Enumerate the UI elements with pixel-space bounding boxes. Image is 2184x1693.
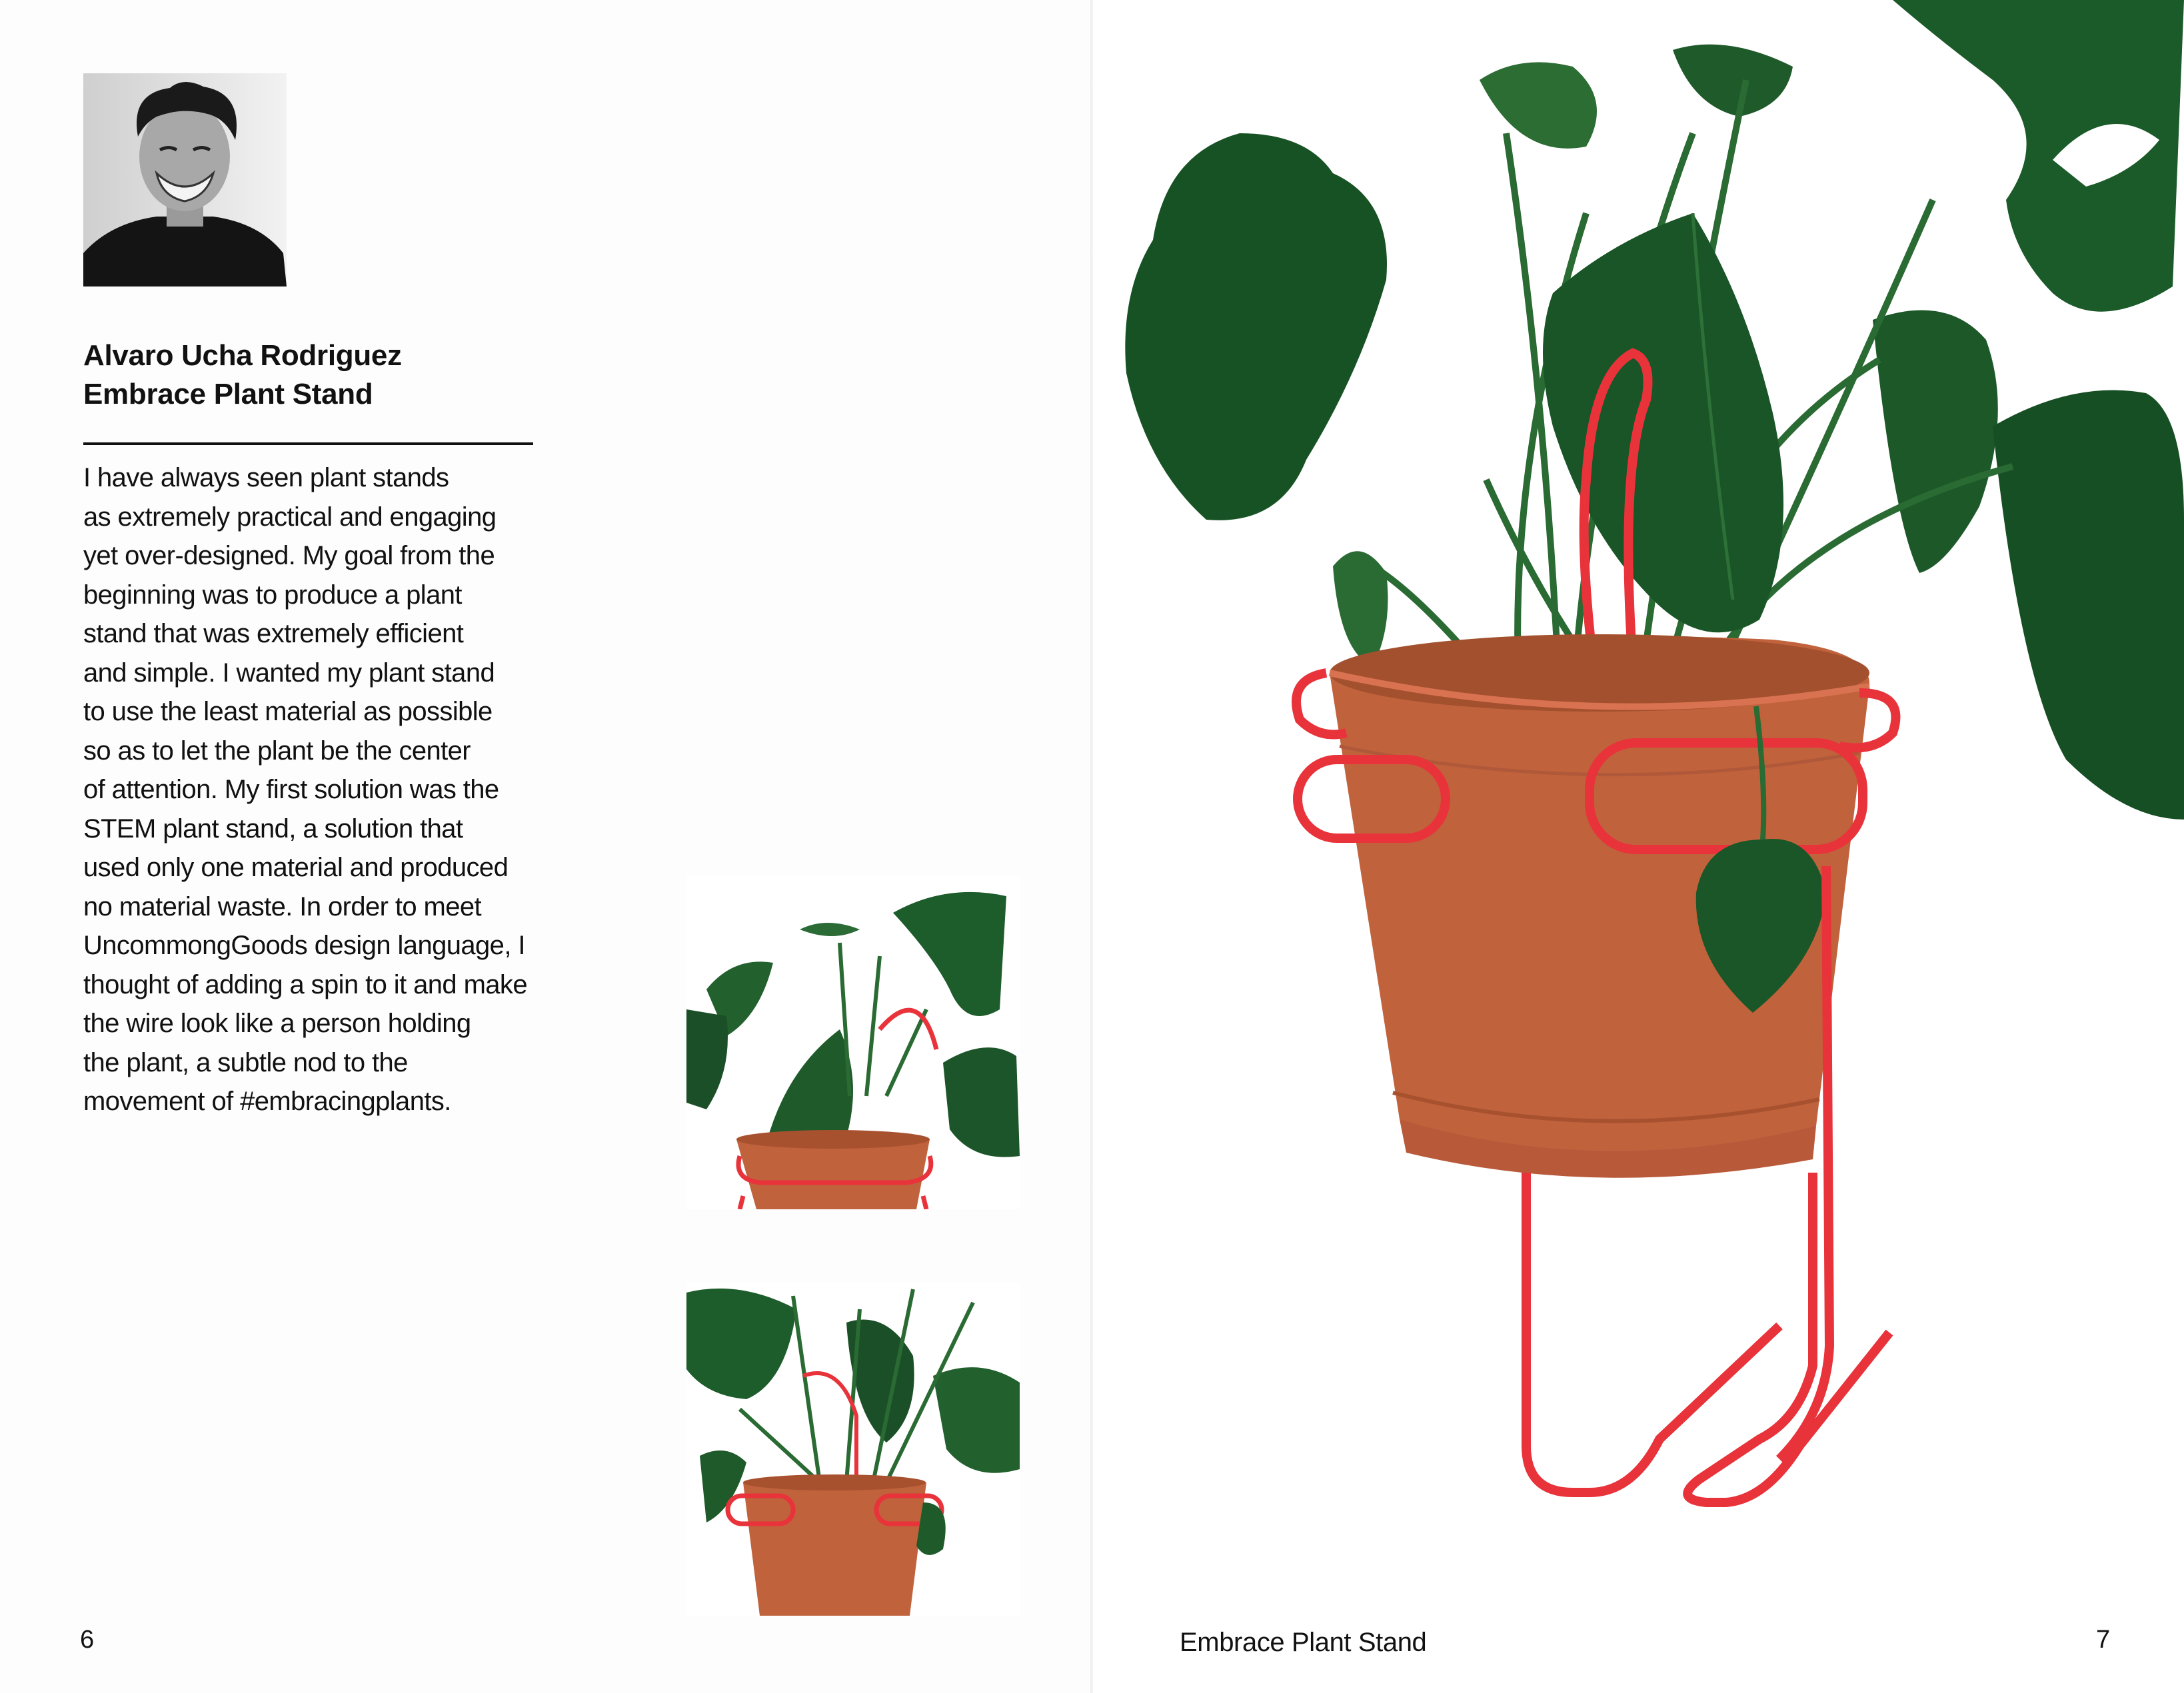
- description-line: the wire look like a person holding: [83, 1009, 471, 1038]
- page-number-left: 6: [80, 1626, 95, 1654]
- description-line: movement of #embracingplants.: [83, 1087, 451, 1116]
- description-line: UncommongGoods design language, I: [83, 931, 525, 960]
- description-line: thought of adding a spin to it and make: [83, 969, 527, 999]
- description-line: as extremely practical and engaging: [83, 502, 497, 532]
- plant-stand-detail-photo-1: [686, 876, 1020, 1209]
- description-line: no material waste. In order to meet: [83, 891, 482, 921]
- description-line: used only one material and produced: [83, 853, 509, 882]
- project-description: [83, 458, 590, 1121]
- plant-stand-detail-photo-2: [686, 1283, 1020, 1616]
- description-line: the plant, a subtle nod to the: [83, 1047, 408, 1077]
- description-line: and simple. I wanted my plant stand: [83, 658, 495, 688]
- description-line: STEM plant stand, a solution that: [83, 814, 463, 844]
- author-heading: [83, 336, 402, 414]
- description-line: yet over-designed. My goal from the: [83, 541, 495, 570]
- photo-caption: Embrace Plant Stand: [1180, 1628, 1427, 1657]
- description-line: I have always seen plant stands: [83, 463, 449, 492]
- description-line: of attention. My first solution was the: [83, 775, 499, 804]
- description-line: stand that was extremely efficient: [83, 619, 464, 648]
- description-line: beginning was to produce a plant: [83, 580, 462, 610]
- page-number-right: 7: [2096, 1626, 2111, 1654]
- heading-divider: [83, 442, 533, 445]
- embrace-plant-stand-photo: [1106, 0, 2184, 1532]
- project-title: Embrace Plant Stand: [83, 378, 373, 410]
- author-portrait-photo: [83, 73, 287, 286]
- description-line: so as to let the plant be the center: [83, 736, 471, 766]
- description-line: to use the least material as possible: [83, 697, 493, 726]
- author-name: Alvaro Ucha Rodriguez: [83, 339, 402, 372]
